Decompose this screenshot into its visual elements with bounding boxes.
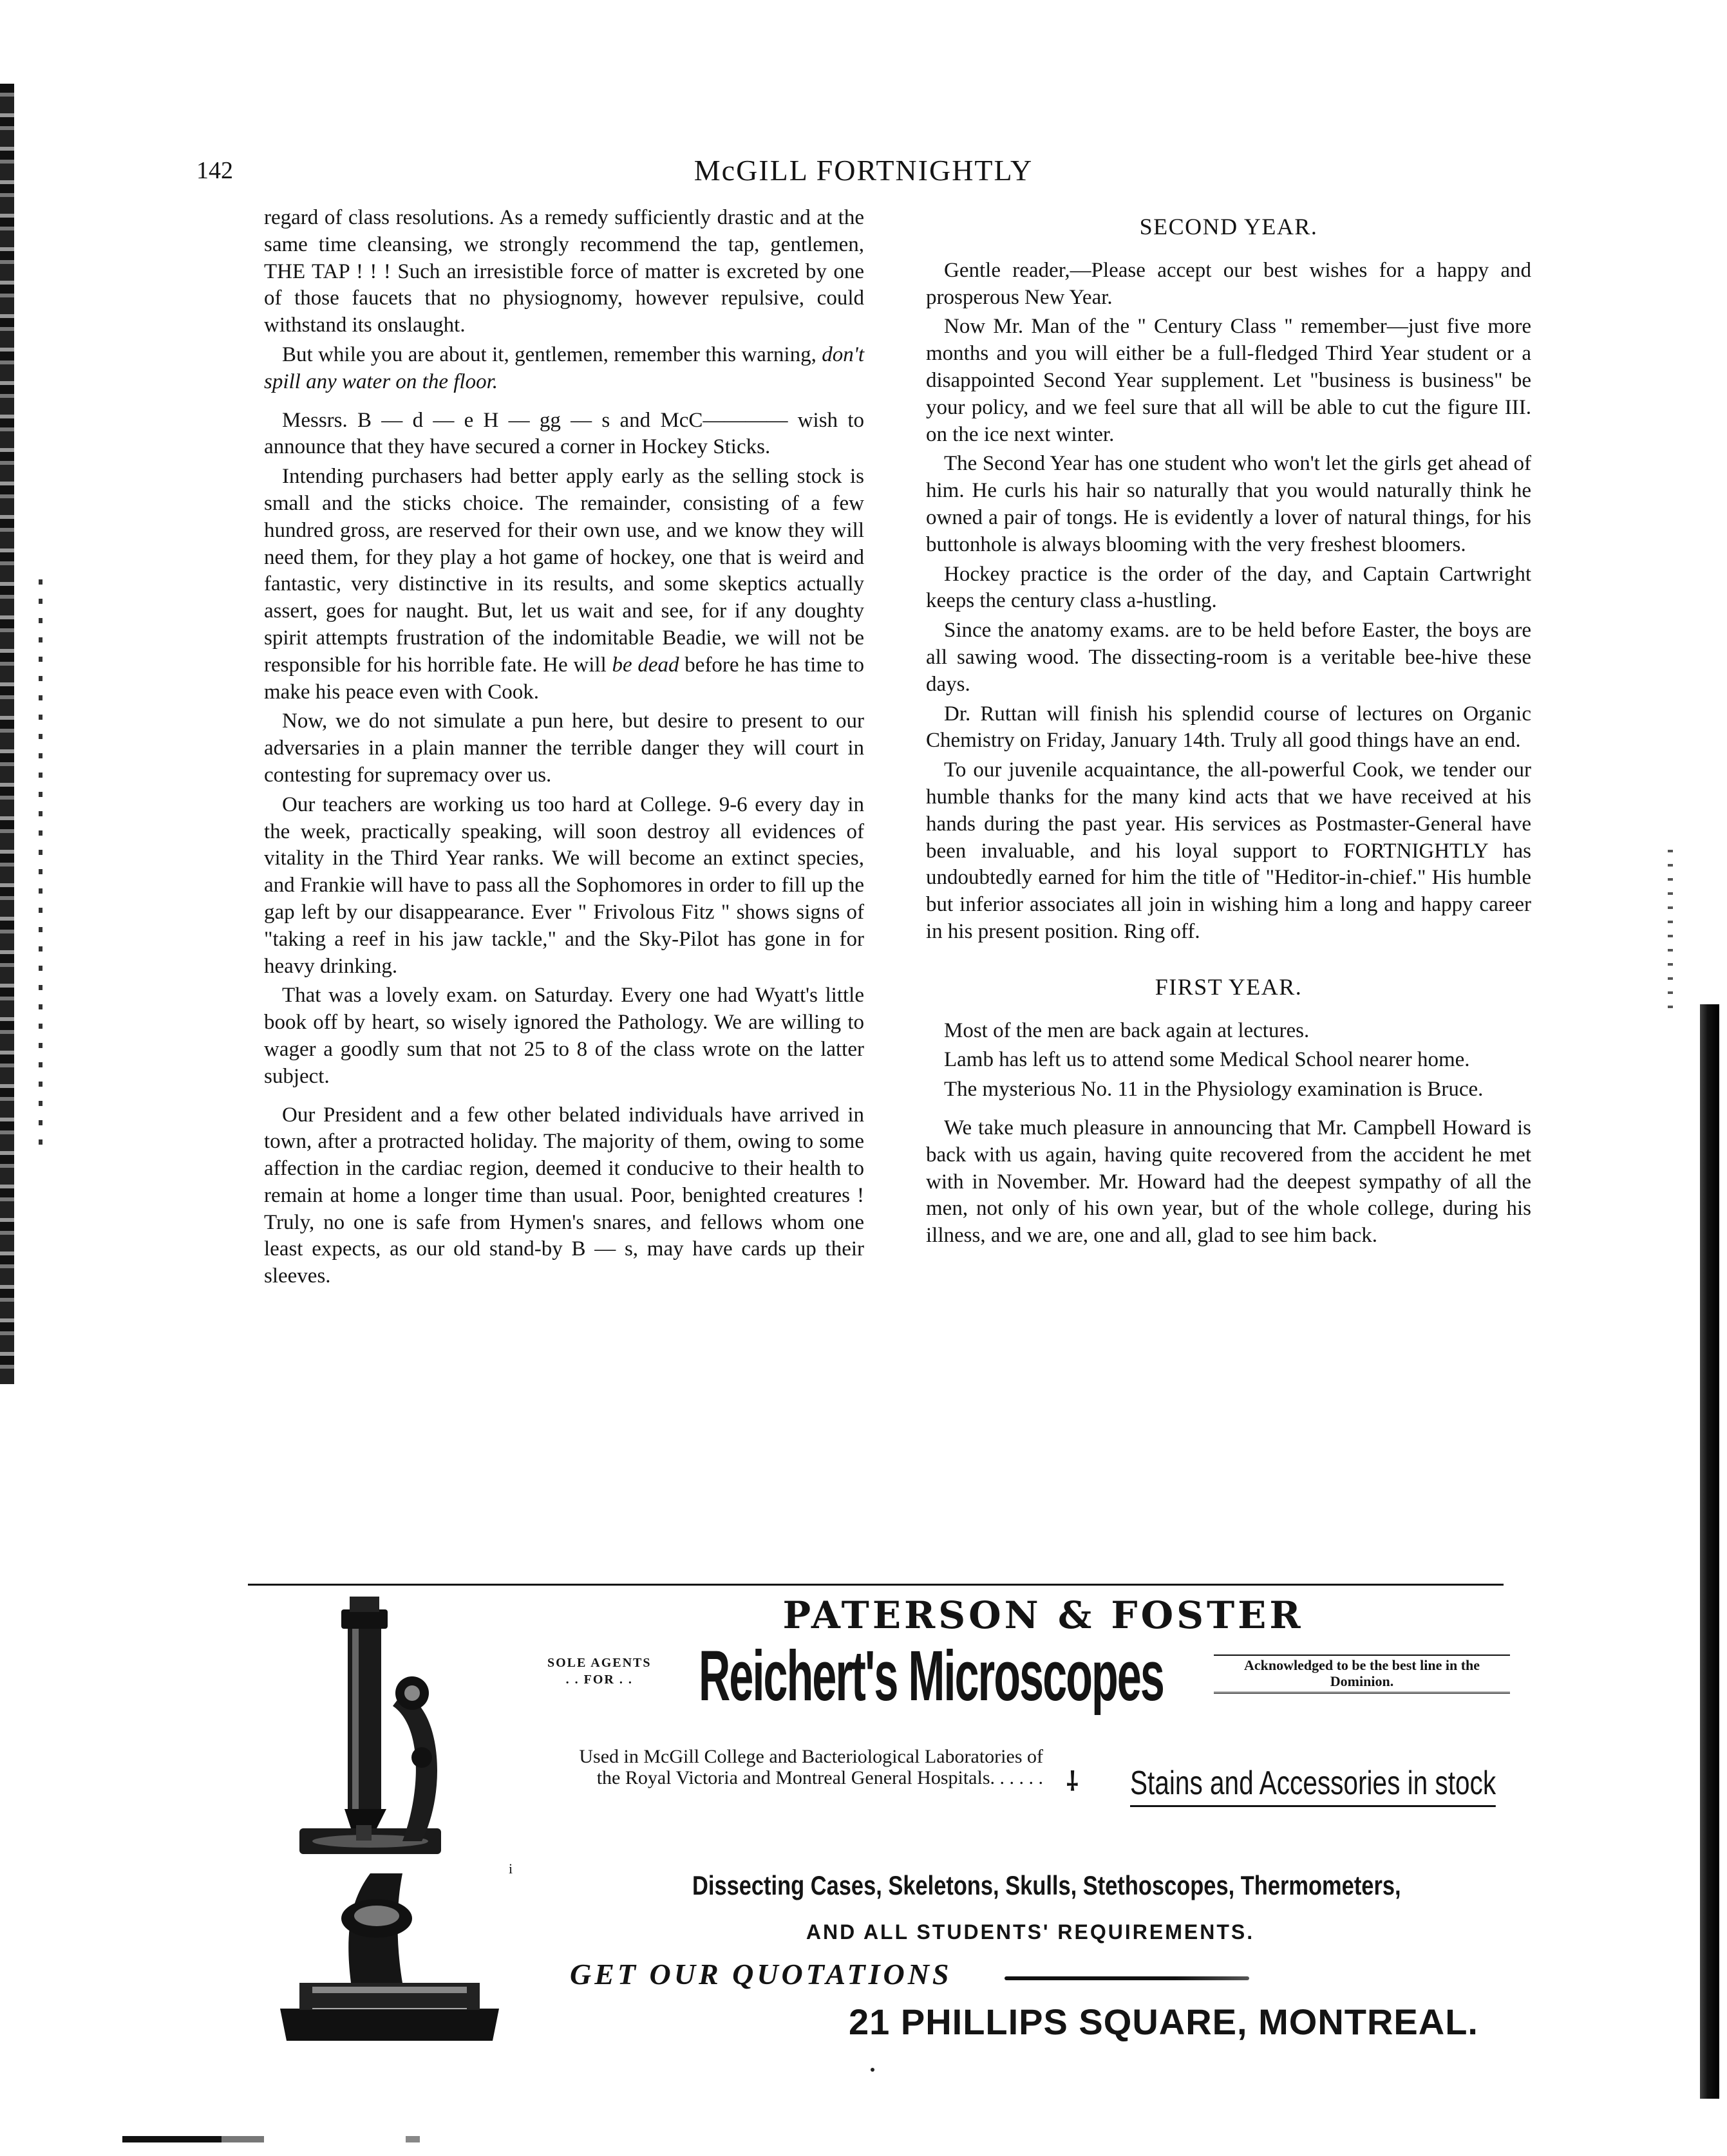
ad-quotations-rule: [1005, 1976, 1249, 1980]
ad-product-name: Reichert's Microscopes: [699, 1636, 1164, 1716]
ad-stains: Stains and Accessories in stock: [1130, 1764, 1496, 1807]
paragraph: The mysterious No. 11 in the Physiology examination is Bruce.: [944, 1078, 1484, 1101]
running-title: McGILL FORTNIGHTLY: [694, 154, 1033, 187]
page-number: 142: [196, 157, 233, 184]
ad-top-rule: [248, 1584, 1504, 1586]
right-column: [926, 205, 1531, 1252]
paragraph: The Second Year has one student who won't let the girls get ahead of him. He curls his hair so naturally that you would naturally think he owned a pair of tongs. He is evidently a lover of natural things, for his buttonhole is always blooming with the very freshest bloomers.: [926, 452, 1531, 556]
scan-edge-left: [0, 84, 14, 1384]
paragraph: But while you are about it, gentlemen, remember this warning, don't spill any water on the floor.: [264, 342, 864, 393]
paragraph: Dr. Ruttan will finish his splendid course of lectures on Organic Chemistry on Friday, January 14th. Truly all good things have an end.: [926, 702, 1531, 753]
scan-speck: [871, 2068, 874, 2072]
microscope-illustration: [274, 1597, 505, 2047]
paragraph: Most of the men are back again at lectures.: [944, 1018, 1310, 1042]
paragraph: Since the anatomy exams. are to be held before Easter, the boys are all sawing wood. The dissecting-room is a veritable bee-hive these days.: [926, 619, 1531, 696]
paragraph: Our President and a few other belated individuals have arrived in town, after a protracted holiday. The majority of them, owing to some affection in the cardiac region, deemed it conducive to their health to remain at home a longer time than usual. Poor, benighted creatures ! Truly, no one is safe from Hymen's snares, and fellows whom one least expects, as our old stand-by B — s, may have cards up their sleeves.: [264, 1103, 864, 1288]
ad-requirements: AND ALL STUDENTS' REQUIREMENTS.: [806, 1920, 1255, 1944]
section-heading-first-year: FIRST YEAR.: [1155, 973, 1303, 1000]
ad-quotations: GET OUR QUOTATIONS: [570, 1958, 952, 1991]
paragraph: Our teachers are working us too hard at College. 9-6 every day in the week, practically speaking, will soon destroy all evidences of vitality in the Third Year ranks. We will become an extinct species, and Frankie will have to pass all the Sophomores in order to fill up the gap left by our disappearance. Ever " Frivolous Fitz " shows signs of "taking a reef in his jaw tackle," and the Sky-Pilot has gone in for heavy drinking.: [264, 792, 864, 978]
ad-acknowledged: Acknowledged to be the best line in the Dominion.: [1214, 1654, 1510, 1694]
ad-firm-name: PATERSON & FOSTER: [782, 1593, 1304, 1637]
ad-used-in: Used in McGill College and Bacteriological Laboratories of the Royal Victoria and Montreal General Hospitals. . . . . .: [579, 1746, 1043, 1788]
paragraph: We take much pleasure in announcing that Mr. Campbell Howard is back with us again, having quite recovered from the accident he met with in November. Mr. Howard had the deepest sympathy of all the men, not only of his own year, but of the whole college, during his illness, and we are, one and all, glad to see him back.: [926, 1116, 1531, 1248]
paragraph: To our juvenile acquaintance, the all-powerful Cook, we tender our humble thanks for the many kind acts that we have received at his hands during the past year. His services as Postmaster-General have been invaluable, and his loyal support to FORTNIGHTLY has undoubtedly earned for him the title of "Heditor-in-chief." His humble but inferior associates all join in wishing him a long and happy career in his present position. Ring off.: [926, 758, 1531, 943]
paragraph: Messrs. B — d — e H — gg — s and McC———— wish to announce that they have secured a corner in Hockey Sticks.: [264, 408, 864, 459]
paragraph: Lamb has left us to attend some Medical School nearer home.: [944, 1048, 1470, 1072]
paragraph: Now Mr. Man of the " Century Class " remember—just five more months and you will either be a full-fledged Third Year student or a disappointed Second Year supplement. Let "business is business" be your policy, and we feel sure that all will be able to cut the figure III. on the ice next winter.: [926, 315, 1531, 446]
scan-edge-marks: [39, 579, 42, 1159]
italic-phrase: be dead: [612, 653, 679, 677]
paragraph: Intending purchasers had better apply early as the selling stock is small and the sticks choice. The remainder, consisting of a few hundred gross, are reserved for their own use, and we know they will need them, for they play a hot game of hockey, one that is weird and fantastic, very distinctive in its results, and some skeptics actually assert, goes for naught. But, let us wait and see, for if any doughty spirit attempts frustration of the indomitable Beadie, we will not be responsible for his horrible fate. He will be dead before he has time to make his peace even with Cook.: [264, 465, 865, 704]
ad-flourish-icon: ⸸: [1066, 1767, 1079, 1796]
paragraph: That was a lovely exam. on Saturday. Every one had Wyatt's little book off by heart, so wisely ignored the Pathology. We are willing to wager a goodly sum that not 25 to 8 of the class wrote on the latter subject.: [264, 984, 864, 1088]
scan-edge-marks-right: [1668, 850, 1673, 1017]
section-heading-second-year: SECOND YEAR.: [1139, 214, 1318, 239]
paragraph: Hockey practice is the order of the day, and Captain Cartwright keeps the century class a-hustling.: [926, 562, 1531, 613]
left-column: [264, 205, 864, 1293]
paragraph: Gentle reader,—Please accept our best wishes for a happy and prosperous New Year.: [926, 258, 1531, 309]
italic-phrase: don't spill any water on the floor.: [264, 342, 864, 393]
paragraph: Now, we do not simulate a pun here, but desire to present to our adversaries in a plain manner the terrible danger they will court in contesting for supremacy over us.: [264, 709, 864, 787]
scan-edge-bottom: [122, 2136, 831, 2142]
ad-dissecting-items: Dissecting Cases, Skeletons, Skulls, Stethoscopes, Thermometers,: [692, 1870, 1401, 1900]
paragraph: regard of class resolutions. As a remedy sufficiently drastic and at the same time cleansing, we strongly recommend the tap, gentlemen, THE TAP ! ! ! Such an irresistible force of matter is excreted by one of those faucets that no physiognomy, however repulsive, could withstand its onslaught.: [264, 206, 864, 337]
stray-mark: i: [509, 1861, 513, 1877]
ad-address: 21 PHILLIPS SQUARE, MONTREAL.: [849, 2001, 1478, 2042]
ad-sole-agents: SOLE AGENTS . . FOR . .: [547, 1656, 652, 1687]
